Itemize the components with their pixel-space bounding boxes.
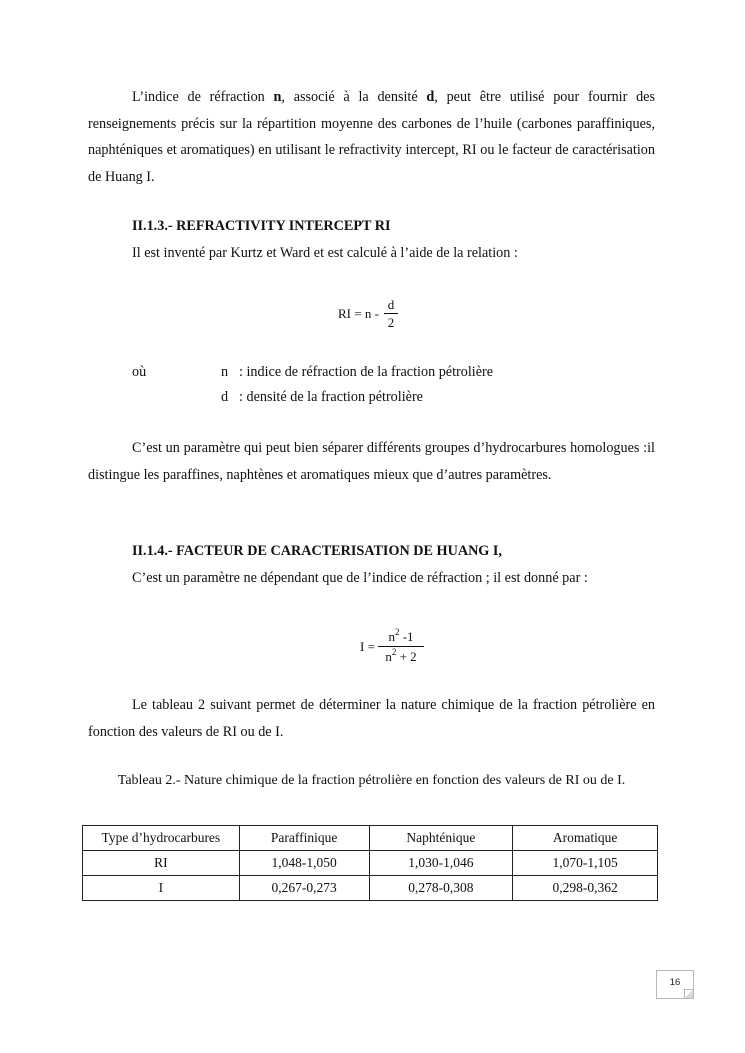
table-cell: 1,030-1,046 [369,851,513,876]
table-cell: 0,298-0,362 [513,876,658,901]
fraction-bar [384,313,398,314]
formula-huang-lhs: I = [360,639,375,654]
table-cell: RI [83,851,240,876]
table-header-row [83,826,658,851]
formula-huang-numerator: $n^2$ -1 [388,627,414,644]
definition-d [221,389,423,406]
section-heading-ri: II.1.3.- REFRACTIVITY INTERCEPT RI [132,218,391,234]
where-label: où [132,364,147,380]
section-ri-intro: Il est inventé par Kurtz et Ward et est calculé à l’aide de la relation : [132,245,518,261]
table-row [83,851,658,876]
table-header-cell: Type d’hydrocarbures [83,826,240,851]
table-cell: 1,070-1,105 [513,851,658,876]
table-header-cell: Naphténique [369,826,513,851]
formula-huang [360,627,460,671]
table-cell: 1,048-1,050 [239,851,369,876]
table-cell: 0,278-0,308 [369,876,513,901]
definition-symbol: d [221,389,229,405]
definition-text: : densité de la fraction pétrolière [239,389,423,405]
section-ri-paragraph: C’est un paramètre qui peut bien séparer différents groupes d’hydrocarbures homologues :il distingue les paraffines, naphtènes et aromatiques mieux que d’autres paramètres. [88,440,655,483]
definition-symbol: n [221,364,229,380]
section-heading-huang: II.1.4.- FACTEUR DE CARACTERISATION DE HUANG I, [132,543,502,559]
fraction-bar [378,646,424,647]
page-number-box [656,970,694,999]
formula-ri-lhs: RI = n - [338,306,379,321]
table-header-cell: Paraffinique [239,826,369,851]
formula-ri-numerator: d [387,297,395,312]
intro-text-3: , peut être utilisé pour fournir des renseignements précis sur la répartition moyenne des carbones de l’huile (carbones paraffiniques, naphténiques et aromatiques) en utilisant le refractivity intercept, RI ou le facteur de caractérisation de Huang I. [88,89,656,185]
intro-paragraph [88,84,655,190]
hydrocarbon-table [82,825,658,901]
formula-ri [338,297,418,337]
section-huang-paragraph: Le tableau 2 suivant permet de déterminer la nature chimique de la fraction pétrolière en fonction des valeurs de RI ou de I. [88,697,655,740]
formula-huang-denominator: $n^2 + 2$ [385,647,417,664]
section-huang-intro: C’est un paramètre ne dépendant que de l’indice de réfraction ; il est donné par : [132,570,588,586]
formula-ri-fraction [384,297,398,331]
intro-symbol-n: n [273,89,282,105]
intro-symbol-d: d [426,89,435,105]
page-fold-icon [684,989,693,998]
definition-n [221,364,493,381]
page-number: 16 [669,977,681,988]
definition-text: : indice de réfraction de la fraction pétrolière [239,364,494,380]
table-cell: 0,267-0,273 [239,876,369,901]
table-header-cell: Aromatique [513,826,658,851]
intro-text-1: L’indice de réfraction [132,89,274,105]
table-row [83,876,658,901]
intro-text-2: , associé à la densité [281,89,427,105]
formula-huang-fraction [378,627,424,666]
table-caption: Tableau 2.- Nature chimique de la fraction pétrolière en fonction des valeurs de RI ou de I. [117,773,626,788]
table-cell: I [83,876,240,901]
formula-ri-denominator: 2 [387,315,395,330]
